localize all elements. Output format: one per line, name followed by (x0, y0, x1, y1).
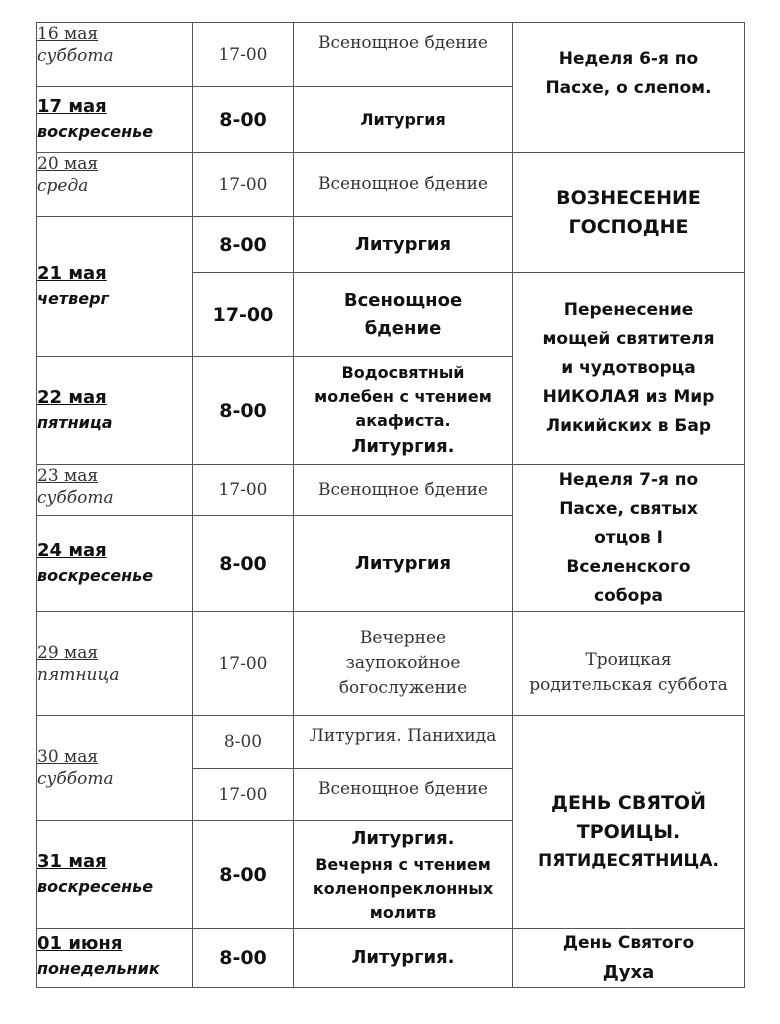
service-line: бдение (364, 317, 442, 339)
feast-cell (513, 273, 745, 465)
service-cell: Всенощное бдение (294, 465, 513, 516)
date-label: 30 мая (37, 747, 99, 767)
feast-line: Вселенского (566, 556, 691, 577)
feast-cell (513, 23, 745, 153)
feast-cell (513, 929, 745, 988)
feast-line: Неделя 6-я по (558, 49, 699, 69)
date-label: 16 мая (37, 24, 99, 44)
date-cell (37, 612, 193, 716)
service-cell (294, 273, 513, 357)
weekday-label: понедельник (37, 959, 160, 978)
service-cell: Всенощное бдение (294, 153, 513, 217)
feast-line: Неделя 7-я по (558, 469, 699, 490)
table-row (37, 612, 745, 716)
feast-line: отцов I (594, 527, 663, 548)
weekday-label: воскресенье (37, 877, 154, 896)
feast-line: Ликийских в Бар (545, 416, 712, 436)
weekday-label: воскресенье (37, 566, 154, 585)
service-line: акафиста. (355, 410, 451, 430)
time-cell: 8-00 (193, 516, 294, 612)
time-cell: 8-00 (193, 716, 294, 769)
feast-line: ПЯТИДЕСЯТНИЦА. (538, 850, 719, 871)
time-cell: 8-00 (193, 821, 294, 929)
feast-cell (513, 716, 745, 929)
table-row (37, 153, 745, 217)
service-cell: Всенощное бдение (294, 769, 513, 821)
feast-line: Духа (602, 962, 655, 983)
service-cell: Литургия (294, 87, 513, 153)
weekday-label: пятница (37, 413, 113, 432)
service-line: Вечерня с чтением (315, 854, 491, 874)
time-cell: 17-00 (193, 769, 294, 821)
time-cell: 8-00 (193, 357, 294, 465)
service-line: Литургия. (351, 435, 455, 457)
date-label: 31 мая (37, 851, 107, 872)
service-line: Всенощное (343, 289, 463, 311)
feast-line: Троицкая (585, 649, 672, 670)
time-cell: 17-00 (193, 465, 294, 516)
feast-line: ГОСПОДНЕ (568, 215, 689, 238)
feast-line: Перенесение (563, 300, 694, 320)
feast-line: Пасхе, святых (559, 498, 698, 519)
service-cell: Литургия. (294, 929, 513, 988)
service-cell (294, 612, 513, 716)
service-line: Литургия. (351, 827, 455, 849)
time-cell: 17-00 (193, 273, 294, 357)
time-cell: 8-00 (193, 87, 294, 153)
feast-line: Пасхе, о слепом. (545, 78, 712, 98)
table-row (37, 23, 745, 87)
date-label: 24 мая (37, 540, 107, 561)
feast-cell (513, 612, 745, 716)
feast-line: День Святого (562, 933, 695, 953)
service-cell (294, 357, 513, 465)
service-line: молебен с чтением (314, 386, 492, 406)
service-line: богослужение (338, 678, 468, 698)
weekday-label: четверг (37, 289, 109, 308)
service-cell (294, 821, 513, 929)
service-line: Вечернее (359, 628, 447, 648)
weekday-label: суббота (37, 769, 114, 789)
feast-line: ДЕНЬ СВЯТОЙ (551, 791, 706, 814)
date-cell (37, 929, 193, 988)
feast-line: мощей святителя (542, 329, 715, 349)
feast-line: ВОЗНЕСЕНИЕ (556, 186, 701, 209)
schedule-table (36, 22, 745, 988)
date-cell (37, 516, 193, 612)
feast-line: и чудотворца (561, 358, 696, 378)
date-label: 20 мая (37, 154, 99, 174)
date-label: 17 мая (37, 96, 107, 117)
date-cell (37, 716, 193, 821)
date-cell (37, 23, 193, 87)
date-cell (37, 153, 193, 217)
service-cell: Литургия (294, 217, 513, 273)
time-cell: 17-00 (193, 23, 294, 87)
date-label: 21 мая (37, 263, 107, 284)
service-line: заупокойное (345, 653, 461, 673)
date-label: 01 июня (37, 933, 123, 954)
service-cell: Всенощное бдение (294, 23, 513, 87)
weekday-label: пятница (37, 664, 120, 685)
service-line: коленопреклонных (312, 878, 494, 898)
date-label: 29 мая (37, 642, 99, 663)
table-row (37, 929, 745, 988)
service-line: молитв (369, 902, 437, 922)
feast-line: ТРОИЦЫ. (576, 820, 681, 843)
table-row (37, 716, 745, 769)
date-cell (37, 357, 193, 465)
service-cell: Литургия. Панихида (294, 716, 513, 769)
date-label: 23 мая (37, 466, 99, 486)
date-cell (37, 87, 193, 153)
date-label: 22 мая (37, 387, 107, 408)
time-cell: 8-00 (193, 217, 294, 273)
service-cell: Литургия (294, 516, 513, 612)
service-line: Водосвятный (341, 362, 465, 382)
feast-line: родительская суббота (529, 674, 728, 695)
feast-cell (513, 153, 745, 273)
weekday-label: воскресенье (37, 122, 154, 141)
time-cell: 8-00 (193, 929, 294, 988)
feast-line: НИКОЛАЯ из Мир (542, 387, 715, 407)
date-cell (37, 465, 193, 516)
weekday-label: суббота (37, 488, 114, 508)
date-cell (37, 217, 193, 357)
weekday-label: среда (37, 176, 89, 196)
feast-line: собора (594, 585, 663, 606)
date-cell (37, 821, 193, 929)
weekday-label: суббота (37, 46, 114, 66)
table-row (37, 465, 745, 516)
feast-cell (513, 465, 745, 612)
time-cell: 17-00 (193, 153, 294, 217)
time-cell: 17-00 (193, 612, 294, 716)
